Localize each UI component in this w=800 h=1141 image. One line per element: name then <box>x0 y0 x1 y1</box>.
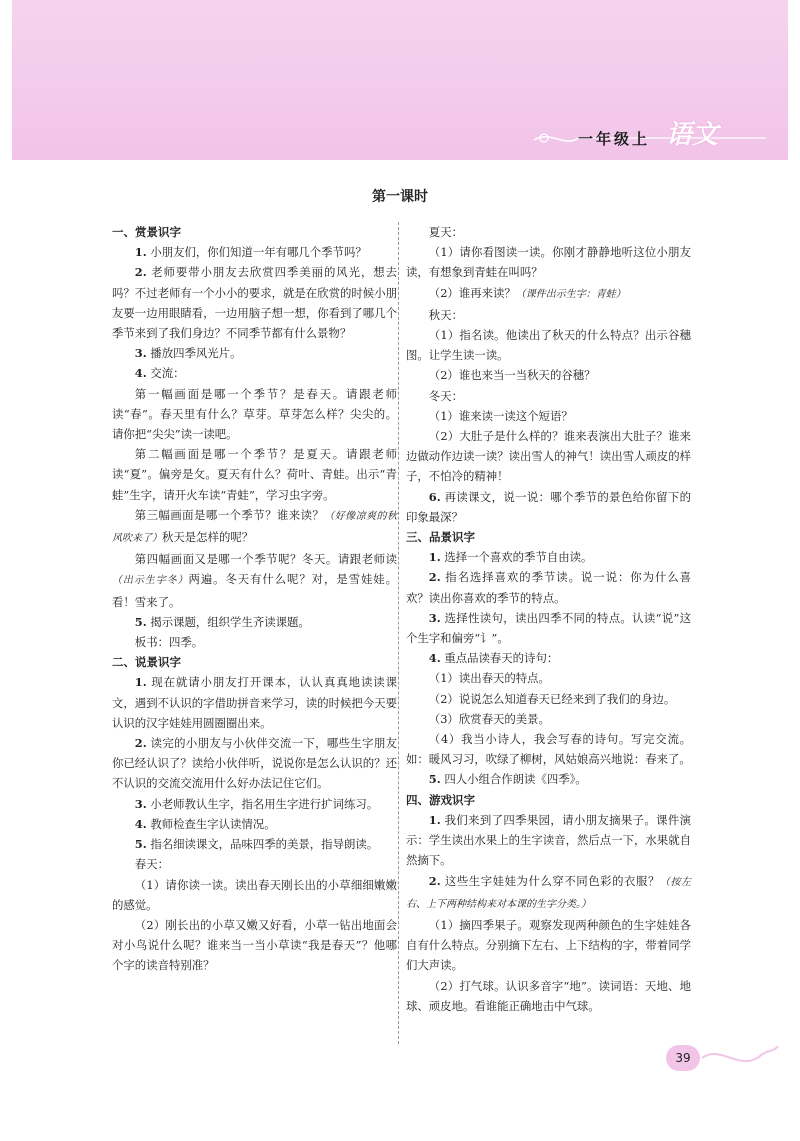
section-heading: 二、说景识字 <box>112 655 181 670</box>
paragraph-text: 冬天： <box>428 388 463 403</box>
paragraph-text: 选择性读句，读出四季不同的特点。认读“说”这个生字和偏旁“讠”。 <box>406 610 691 646</box>
page-number-decoration <box>700 1040 780 1076</box>
paragraph <box>406 365 691 385</box>
paragraph-text: 揭示课题，组织学生齐读课题。 <box>146 614 310 629</box>
paragraph-text: （1）谁来读一读这个短语？ <box>428 408 573 423</box>
paragraph <box>112 733 397 794</box>
paragraph-text: 现在就请小朋友打开课本，认认真真地读读课文，遇到不认识的字借助拼音来学习，读的时候把今天要认识的汉字娃娃用圆圈圈出来。 <box>112 675 397 730</box>
paragraph <box>406 976 691 1016</box>
paragraph-text: （4）我当小诗人，我会写春的诗句。写完交流。如：暖风习习，吹绿了柳树，风姑娘高兴地说：春来了。 <box>406 732 691 767</box>
paragraph <box>112 875 397 915</box>
paragraph-text: 第二幅画面是哪一个季节？是夏天。请跟老师读“夏”。偏旁是攵。夏天有什么？荷叶、青蛙。出示“青蛙”生字，请开火车读“青蛙”，学习虫字旁。 <box>112 447 397 502</box>
item-number: 5. <box>134 614 147 629</box>
paragraph-note: （好像凉爽的秋风吹来了） <box>112 510 397 545</box>
section-heading: 四、游戏识字 <box>406 792 475 807</box>
paragraph-text: 秋天： <box>428 307 463 322</box>
item-number: 5. <box>428 772 441 787</box>
paragraph <box>406 242 691 282</box>
paragraph-text: （1）请你读一读。读出春天刚长出的小草细细嫩嫩的感觉。 <box>112 877 397 912</box>
item-number: 4. <box>134 366 147 381</box>
paragraph-text: 教师检查生字认读情况。 <box>146 816 276 831</box>
paragraph-note: （按左右、上下两种结构来对本课的生字分类。） <box>406 876 691 910</box>
paragraph-text: 选择一个喜欢的季节自由读。 <box>440 550 593 565</box>
paragraph-text: 春天： <box>134 857 169 872</box>
item-number: 1. <box>134 675 147 690</box>
paragraph <box>406 709 691 729</box>
item-number: 3. <box>134 796 147 811</box>
paragraph-text-tail: 秋天是怎样的呢？ <box>162 530 254 545</box>
paragraph <box>112 612 397 632</box>
paragraph-text: 我们来到了四季果园，请小朋友摘果子。课件演示：学生读出水果上的生字读音，然后点一下，水果就自然摘下。 <box>406 812 691 868</box>
item-number: 2. <box>134 265 147 280</box>
paragraph-text: （2）打气球。认识多音字“地”。读词语：天地、地球、顽皮地。看谁能正确地击中气球。 <box>406 978 691 1013</box>
paragraph-text: （1）摘四季果子。观察发现两种颜色的生字娃娃各自有什么特点。分别摘下左右、上下结构的字，带着同学们大声读。 <box>406 917 691 973</box>
paragraph <box>406 668 691 688</box>
item-number: 3. <box>428 610 441 625</box>
paragraph-text: 四人小组合作朗读《四季》。 <box>440 772 587 787</box>
paragraph-text: 指名选择喜欢的季节读。说一说：你为什么喜欢？读出你喜欢的季节的特点。 <box>406 570 691 605</box>
paragraph-text: 第三幅画面是哪一个季节？谁来读？ <box>134 507 325 522</box>
paragraph-text: 指名细读课文，品味四季的美景，指导朗读。 <box>146 837 379 852</box>
paragraph <box>406 222 691 242</box>
paragraph <box>112 384 397 445</box>
item-number: 1. <box>428 550 441 565</box>
paragraph <box>112 672 397 733</box>
paragraph-text: 板书：四季。 <box>134 635 204 650</box>
item-number: 4. <box>428 651 441 666</box>
paragraph <box>406 305 691 325</box>
paragraph <box>406 567 691 607</box>
item-number: 2. <box>134 736 147 751</box>
item-number: 2. <box>428 873 441 888</box>
paragraph <box>406 689 691 709</box>
paragraph <box>406 386 691 406</box>
item-number: 6. <box>428 489 441 504</box>
paragraph <box>112 915 397 976</box>
paragraph <box>112 854 397 874</box>
column-divider <box>398 222 399 1044</box>
paragraph <box>406 769 691 789</box>
paragraph <box>406 648 691 668</box>
paragraph-text: （2）大肚子是什么样的？谁来表演出大肚子？谁来边做动作边读一读？读出雪人的神气！读出雪人顽皮的样子，不怕冷的精神！ <box>406 429 691 484</box>
paragraph-text: 播放四季风光片。 <box>146 346 242 361</box>
paragraph <box>112 262 397 343</box>
page-number: 39 <box>666 1045 700 1071</box>
paragraph-text: （2）刚长出的小草又嫩又好看，小草一钻出地面会对小鸟说什么呢？谁来当一当小草读“我是春天”？他哪个字的读音特别准？ <box>112 917 397 973</box>
grade-label: 一年级上 <box>578 130 651 148</box>
paragraph-text: 再读课文，说一说：哪个季节的景色给你留下的印象最深？ <box>406 489 691 524</box>
paragraph <box>406 426 691 487</box>
section-heading: 三、品景识字 <box>406 530 475 545</box>
paragraph <box>112 632 397 652</box>
paragraph <box>112 794 397 814</box>
subject-label: 语文 <box>666 120 719 150</box>
paragraph <box>406 608 691 648</box>
paragraph <box>112 505 397 549</box>
paragraph <box>406 547 691 567</box>
lesson-title: 第一课时 <box>372 189 428 205</box>
item-number: 2. <box>428 570 441 585</box>
item-number: 1. <box>134 245 147 260</box>
paragraph <box>406 487 691 527</box>
paragraph-text: （2）谁再来读？ <box>428 285 516 300</box>
paragraph <box>406 406 691 426</box>
paragraph-text: （1）请你看图读一读。你刚才静静地听这位小朋友读，有想象到青蛙在叫吗？ <box>406 245 691 280</box>
paragraph-text: 第四幅画面又是哪一个季节呢？冬天。请跟老师读 <box>134 552 397 567</box>
paragraph-text: （1）读出春天的特点。 <box>428 671 550 686</box>
paragraph-text: 小朋友们，你们知道一年有哪几个季节吗？ <box>146 245 367 260</box>
paragraph <box>406 871 691 915</box>
paragraph-text: （1）指名读。他读出了秋天的什么特点？出示谷穗图。让学生读一读。 <box>406 328 691 363</box>
paragraph <box>406 325 691 365</box>
section-heading: 一、赏景识字 <box>112 225 181 239</box>
paragraph <box>406 915 691 976</box>
paragraph-text: 夏天： <box>428 225 463 239</box>
paragraph-note: （课件出示生字：青蛙） <box>515 288 626 300</box>
paragraph-text: （2）说说怎么知道春天已经来到了我们的身边。 <box>428 691 676 706</box>
paragraph <box>112 814 397 834</box>
paragraph <box>112 363 397 383</box>
item-number: 1. <box>428 812 441 827</box>
paragraph-text: 第一幅画面是哪一个季节？是春天。请跟老师读“春”。春天里有什么？草芽。草芽怎么样？尖尖的。请你把“尖尖”读一读吧。 <box>112 386 397 442</box>
paragraph-text-tail: 两遍。冬天有什么呢？对，是雪娃娃。看！雪来了。 <box>112 572 397 609</box>
paragraph-text: 老师要带小朋友去欣赏四季美丽的风光，想去吗？不过老师有一个小小的要求，就是在欣赏的时候小朋友要一边用眼睛看，一边用脑子想一想，你看到了哪几个季节来到了我们身边？不同季节都有什么景物？ <box>112 265 397 341</box>
paragraph-text: 读完的小朋友与小伙伴交流一下，哪些生字朋友你已经认识了？读给小伙伴听，说说你是怎么认识的？还不认识的交流交流用什么好办法记住它们。 <box>112 736 397 791</box>
paragraph <box>112 444 397 505</box>
paragraph-text: （3）欣赏春天的美景。 <box>428 711 550 726</box>
paragraph <box>406 729 691 769</box>
paragraph <box>112 549 397 612</box>
item-number: 3. <box>134 346 147 361</box>
paragraph <box>112 242 397 262</box>
paragraph-text: （2）谁也来当一当秋天的谷穗？ <box>428 368 596 383</box>
paragraph <box>406 283 691 305</box>
item-number: 4. <box>134 816 147 831</box>
paragraph <box>112 343 397 363</box>
right-column <box>406 222 691 1016</box>
item-number: 5. <box>134 837 147 852</box>
paragraph-text: 交流： <box>146 366 185 381</box>
paragraph <box>112 834 397 854</box>
paragraph <box>406 810 691 871</box>
left-column <box>112 222 397 976</box>
paragraph-text: 重点品读春天的诗句： <box>440 651 559 666</box>
paragraph-note: （出示生字冬） <box>112 575 189 587</box>
paragraph-text: 这些生字娃娃为什么穿不同色彩的衣服？ <box>440 873 660 888</box>
paragraph-text: 小老师教认生字，指名用生字进行扩词练习。 <box>146 796 379 811</box>
